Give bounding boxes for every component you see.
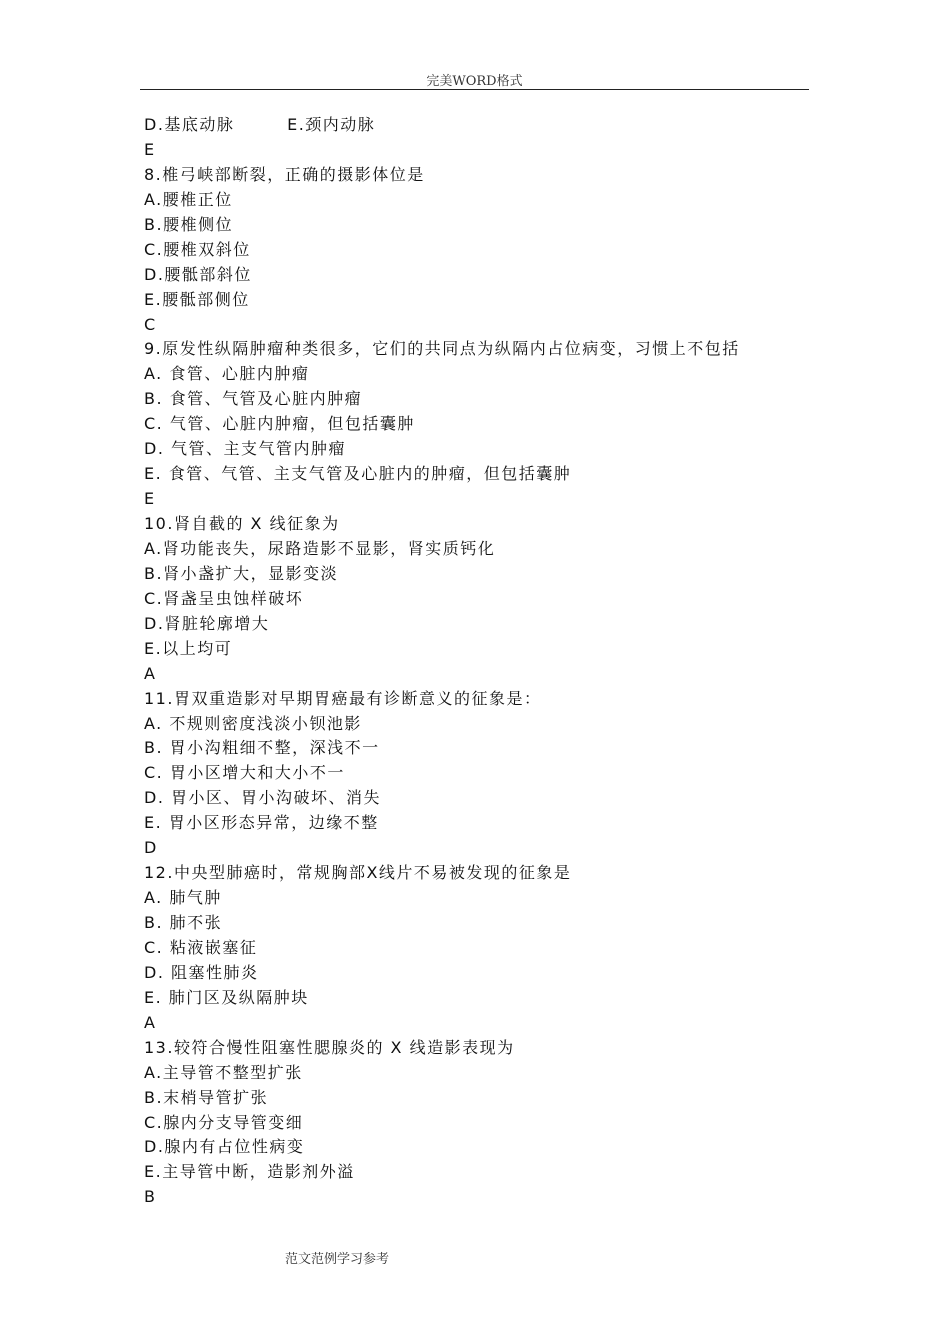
header-title: 完美WORD格式	[426, 74, 523, 89]
page-footer	[285, 1248, 389, 1267]
text-line: C	[144, 314, 157, 334]
text-line: E. 肺门区及纵隔肿块	[144, 987, 309, 1007]
text-line: E.腰骶部侧位	[144, 289, 250, 309]
footer-text: 范文范例学习参考	[285, 1252, 390, 1267]
text-line: C.肾盏呈虫蚀样破坏	[144, 588, 304, 608]
text-line: 12.中央型肺癌时，常规胸部X线片不易被发现的征象是	[144, 863, 572, 883]
text-line: 11.胃双重造影对早期胃癌最有诊断意义的征象是：	[144, 688, 542, 708]
text-line: D. 胃小区、胃小沟破坏、消失	[144, 788, 381, 808]
text-line: A.肾功能丧失，尿路造影不显影，肾实质钙化	[144, 538, 496, 558]
text-line: D.腰骶部斜位	[144, 264, 252, 284]
text-line: B. 胃小沟粗细不整，深浅不一	[144, 738, 380, 758]
text-line: C. 粘液嵌塞征	[144, 937, 258, 957]
text-line: E	[144, 139, 156, 159]
text-line: B	[144, 1187, 157, 1207]
text-line: B. 肺不张	[144, 913, 223, 932]
text-line: D. 阻塞性肺炎	[144, 962, 259, 982]
text-line: D.基底动脉 E.颈内动脉	[144, 115, 376, 134]
text-line: D.腺内有占位性病变	[144, 1137, 305, 1157]
text-line: A.主导管不整型扩张	[144, 1062, 303, 1082]
text-line: B.腰椎侧位	[144, 214, 234, 234]
text-line: E.以上均可	[144, 638, 233, 658]
text-line: A. 不规则密度浅淡小钡池影	[144, 713, 362, 733]
text-line: D	[144, 838, 158, 858]
text-line: 13.较符合慢性阻塞性腮腺炎的 X 线造影表现为	[144, 1037, 515, 1057]
text-line: A	[144, 663, 157, 683]
text-line: A. 食管、心脏内肿瘤	[144, 364, 310, 384]
text-line: C. 胃小区增大和大小不一	[144, 763, 345, 783]
text-line: A.腰椎正位	[144, 189, 233, 209]
text-line: D.肾脏轮廓增大	[144, 613, 270, 633]
text-line: A. 肺气肿	[144, 888, 222, 908]
document-body	[144, 113, 844, 1210]
text-line: E.主导管中断，造影剂外溢	[144, 1162, 355, 1182]
text-line: 9.原发性纵隔肿瘤种类很多，它们的共同点为纵隔内占位病变，习惯上不包括	[144, 339, 740, 359]
text-line: C.腰椎双斜位	[144, 239, 251, 259]
text-line: D. 气管、主支气管内肿瘤	[144, 439, 346, 459]
text-line: B.肾小盏扩大，显影变淡	[144, 563, 339, 583]
text-line: C.腺内分支导管变细	[144, 1112, 304, 1132]
text-line: E. 胃小区形态异常，边缘不整	[144, 813, 379, 833]
text-line: 8.椎弓峡部断裂，正确的摄影体位是	[144, 164, 425, 184]
text-line: E. 食管、气管、主支气管及心脏内的肿瘤，但包括囊肿	[144, 464, 572, 484]
text-line: E	[144, 489, 156, 509]
text-line: C. 气管、心脏内肿瘤，但包括囊肿	[144, 414, 415, 434]
text-line: 10.肾自截的 X 线征象为	[144, 514, 340, 533]
page-header	[140, 70, 809, 90]
text-line: B. 食管、气管及心脏内肿瘤	[144, 389, 363, 409]
text-line: B.末梢导管扩张	[144, 1087, 269, 1107]
text-line: A	[144, 1012, 157, 1032]
